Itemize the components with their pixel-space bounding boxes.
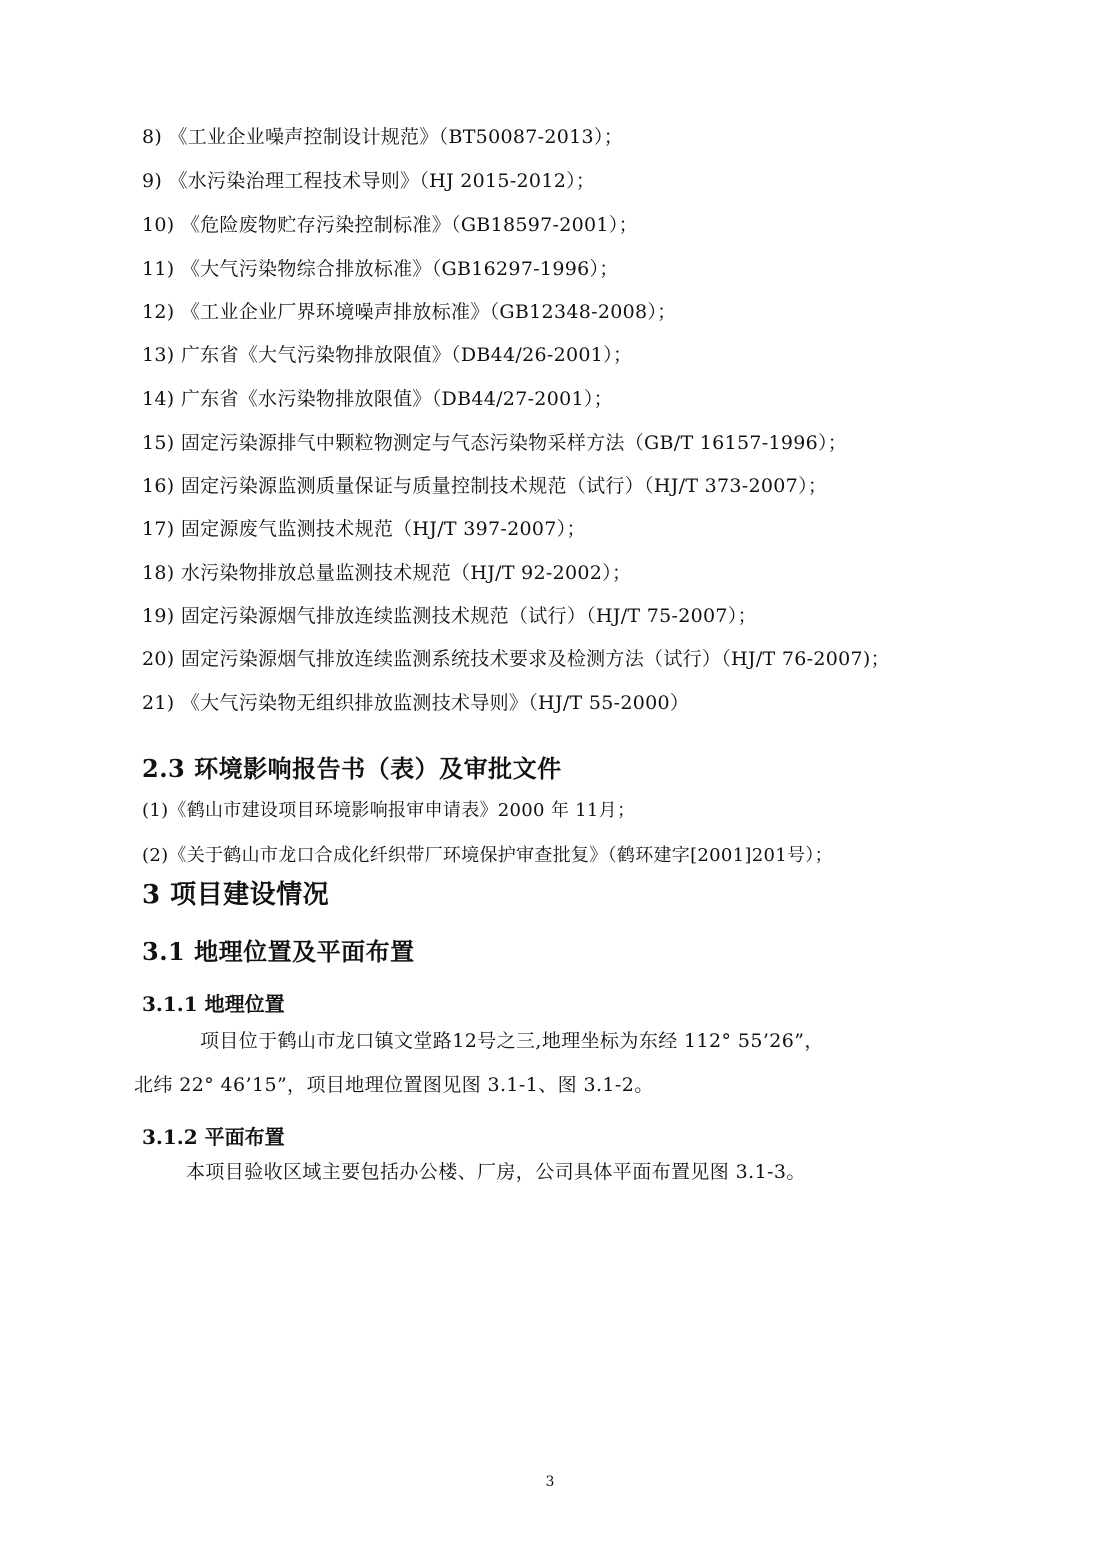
reference-item-10: 10) 《危险废物贮存污染控制标准》（GB18597-2001）； <box>142 214 638 236</box>
location-paragraph-line-1: 项目位于鹤山市龙口镇文堂路12号之三,地理坐标为东经 112° 55’26”， <box>200 1030 824 1052</box>
reference-item-17: 17) 固定源废气监测技术规范（HJ/T 397-2007）； <box>142 518 586 540</box>
reference-item-9: 9) 《水污染治理工程技术导则》（HJ 2015-2012）； <box>142 170 596 192</box>
reference-item-21: 21) 《大气污染物无组织排放监测技术导则》（HJ/T 55-2000） <box>142 692 690 714</box>
layout-paragraph: 本项目验收区域主要包括办公楼、厂房，公司具体平面布置见图 3.1-3。 <box>186 1161 806 1183</box>
section-2-3-heading: 2.3 环境影响报告书（表）及审批文件 <box>142 754 562 783</box>
section-3-heading: 3 项目建设情况 <box>142 880 330 910</box>
reference-item-12: 12) 《工业企业厂界环境噪声排放标准》（GB12348-2008）； <box>142 301 677 323</box>
reference-item-16: 16) 固定污染源监测质量保证与质量控制技术规范（试行）（HJ/T 373-2007）； <box>142 475 828 497</box>
reference-item-18: 18) 水污染物排放总量监测技术规范（HJ/T 92-2002）； <box>142 562 632 584</box>
section-3-1-2-heading: 3.1.2 平面布置 <box>142 1125 285 1149</box>
page-number: 3 <box>545 1474 555 1490</box>
section-3-1-1-heading: 3.1.1 地理位置 <box>142 992 285 1016</box>
section-3-1-heading: 3.1 地理位置及平面布置 <box>142 937 415 966</box>
approval-item-1: (1)《鹤山市建设项目环境影响报审申请表》2000 年 11月； <box>142 800 636 821</box>
reference-item-20: 20) 固定污染源烟气排放连续监测系统技术要求及检测方法（试行）（HJ/T 76-2007)； <box>142 648 890 670</box>
location-paragraph-line-2: 北纬 22° 46’15”，项目地理位置图见图 3.1-1、图 3.1-2。 <box>134 1074 654 1096</box>
reference-item-19: 19) 固定污染源烟气排放连续监测技术规范（试行）（HJ/T 75-2007）； <box>142 605 757 627</box>
approval-item-2: (2)《关于鹤山市龙口合成化纤织带厂环境保护审查批复》（鹤环建字[2001]201号）； <box>142 845 833 866</box>
reference-item-13: 13) 广东省《大气污染物排放限值》（DB44/26-2001）； <box>142 344 633 366</box>
reference-item-11: 11) 《大气污染物综合排放标准》（GB16297-1996）； <box>142 258 619 280</box>
reference-item-8: 8) 《工业企业噪声控制设计规范》（BT50087-2013）； <box>142 126 623 148</box>
reference-item-15: 15) 固定污染源排气中颗粒物测定与气态污染物采样方法（GB/T 16157-1996）； <box>142 432 848 454</box>
reference-item-14: 14) 广东省《水污染物排放限值》（DB44/27-2001）； <box>142 388 613 410</box>
